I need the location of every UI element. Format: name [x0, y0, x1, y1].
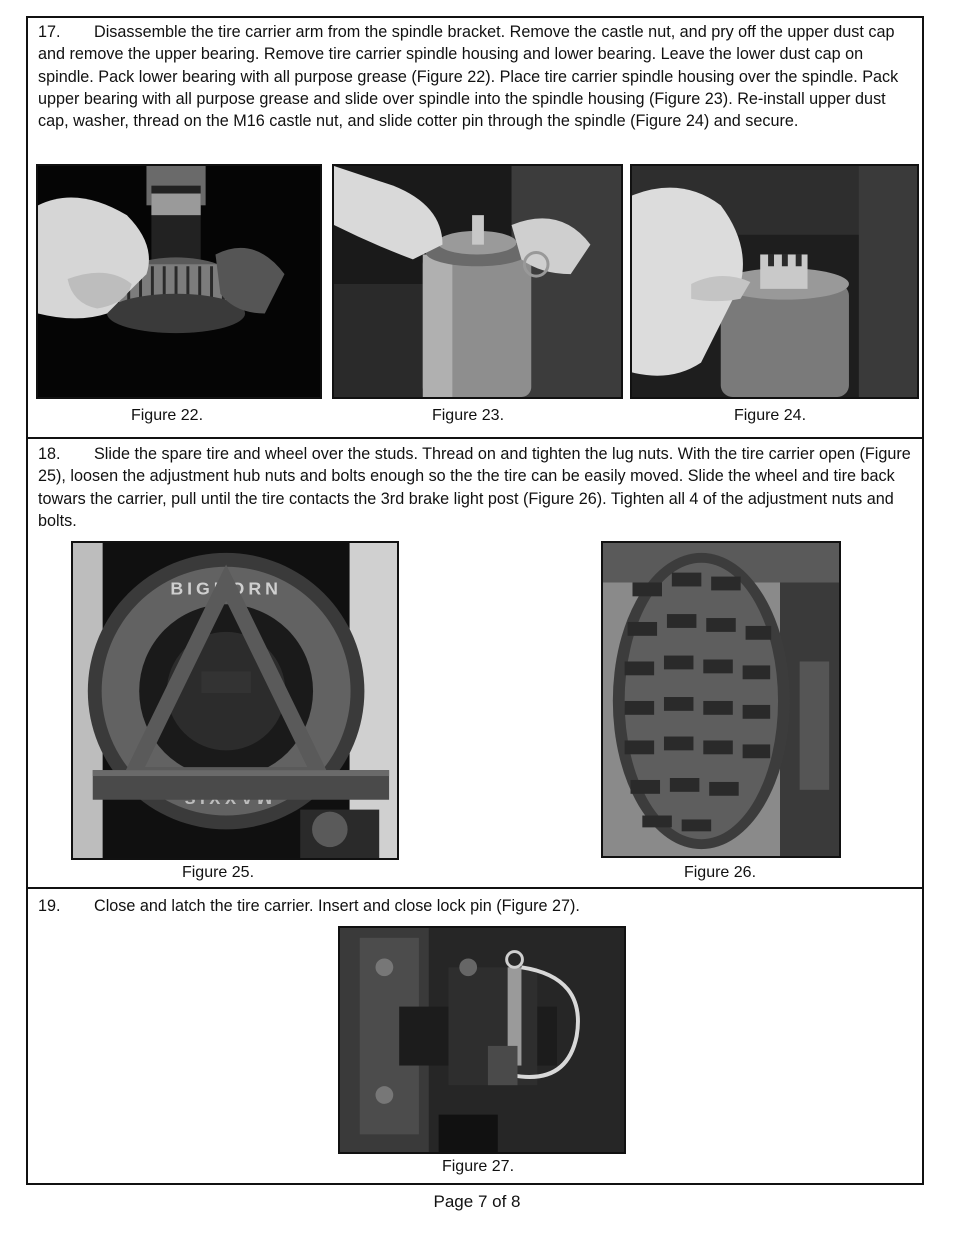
step-17-text [38, 21, 918, 132]
step-body: Disassemble the tire carrier arm from the spindle bracket. Remove the castle nut, and pry off the upper dust cap and remove the upper bearing. Remove tire carrier spindle housing and lower bearing. Leave the lower dust cap on spindle. Pack lower bearing with all purpose grease (Figure 22). Place tire carrier spindle housing over the spindle. Pack upper bearing with all purpose grease and slide over spindle into the spindle housing (Figure 23). Re-install upper dust cap, washer, thread on the M16 castle nut, and slide cotter pin through the spindle (Figure 24) and secure. [38, 23, 899, 131]
step-19-section [28, 889, 922, 1183]
figure-27-caption: Figure 27. [441, 1158, 515, 1175]
figure-25-photo [71, 541, 399, 860]
step-number: 17. [38, 23, 61, 41]
step-18-section [28, 439, 922, 889]
figure-22-caption: Figure 22. [130, 407, 204, 424]
figure-22-photo [36, 164, 322, 399]
figure-23-caption: Figure 23. [431, 407, 505, 424]
figure-26-caption: Figure 26. [683, 864, 757, 881]
figure-25-caption: Figure 25. [181, 864, 255, 881]
step-number: 18. [38, 445, 61, 463]
step-18-text [38, 443, 918, 532]
tire-brand-label: BIGHORN [170, 578, 282, 599]
figure-24-caption: Figure 24. [733, 407, 807, 424]
figure-24-photo [630, 164, 919, 399]
page-number: Page 7 of 8 [433, 1192, 521, 1211]
figure-27-photo [338, 926, 626, 1154]
figure-26-photo [601, 541, 841, 858]
figure-23-photo [332, 164, 623, 399]
step-number: 19. [38, 897, 61, 915]
step-body: Close and latch the tire carrier. Insert and close lock pin (Figure 27). [94, 897, 580, 915]
instruction-frame [26, 16, 924, 1185]
step-body: Slide the spare tire and wheel over the studs. Thread on and tighten the lug nuts. With the tire carrier open (Figure 25), loosen the adjustment hub nuts and bolts enough so the the tire can be easily moved. Slide the wheel and tire back towars the carrier, pull until the tire contacts the 3rd brake light post (Figure 26). Tighten all 4 of the adjustment nuts and bolts. [38, 445, 911, 530]
step-17-section [28, 18, 922, 439]
step-19-text [38, 895, 918, 917]
